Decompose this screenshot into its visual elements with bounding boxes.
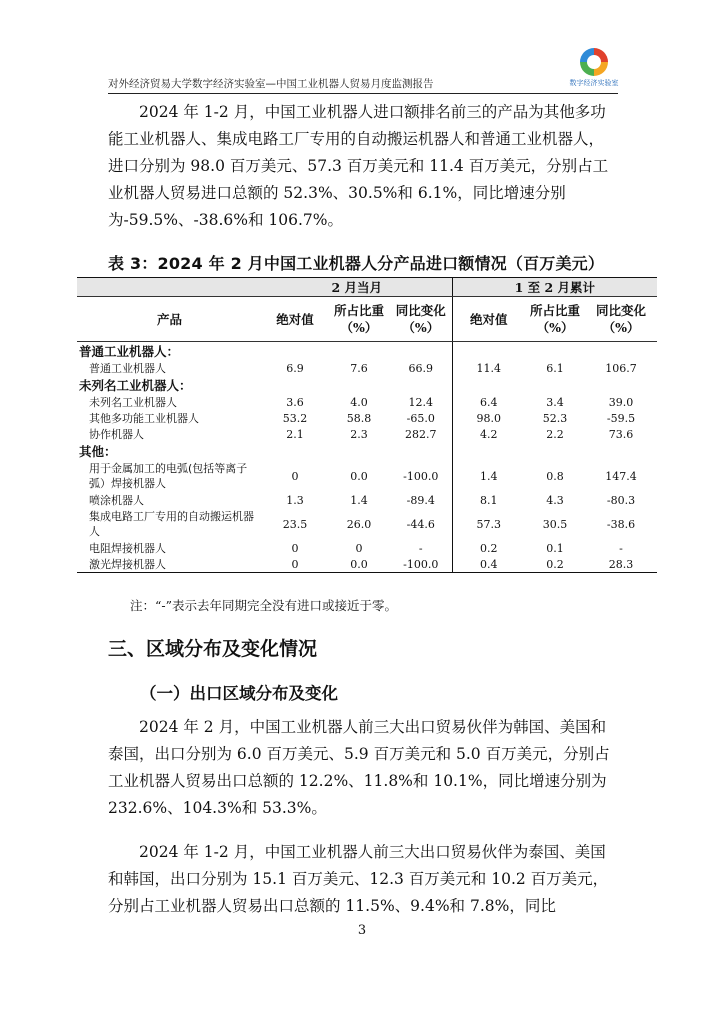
product-name: 电阻焊接机器人 [89,541,166,555]
table-row: 协作机器人 2.1 2.3 282.7 4.2 2.2 73.6 [77,426,657,442]
table-row: 普通工业机器人 6.9 7.6 66.9 11.4 6.1 106.7 [77,360,657,376]
category-row: 其他： [77,442,657,460]
category-row: 普通工业机器人： [77,342,657,361]
header-blank [77,278,262,297]
product-name: 喷涂机器人 [89,493,144,507]
table-note: 注：“-”表示去年同期完全没有进口或接近于零。 [130,598,398,613]
product-name: 未列名工业机器人 [89,395,177,409]
product-name: 集成电路工厂专用的自动搬运机器人 [89,510,254,538]
product-name: 其他多功能工业机器人 [89,411,199,425]
category-row: 未列名工业机器人： [77,376,657,394]
product-name: 协作机器人 [89,427,144,441]
page-header: 对外经济贸易大学数字经济实验室—中国工业机器人贸易月度监测报告 [108,78,434,90]
table-row: 电阻焊接机器人 0 0 - 0.2 0.1 - [77,540,657,556]
group-header-feb: 2 月当月 [262,278,452,297]
logo-text: 数字经济实验室 [569,79,619,87]
table-row: 喷涂机器人 1.3 1.4 -89.4 8.1 4.3 -80.3 [77,492,657,508]
import-by-product-table [77,277,657,573]
col-product: 产品 [77,297,262,342]
table-row: 未列名工业机器人 3.6 4.0 12.4 6.4 3.4 39.0 [77,394,657,410]
product-name: 用于金属加工的电弧(包括等离子弧）焊接机器人 [89,462,248,490]
group-header-jan-feb: 1 至 2 月累计 [452,278,657,297]
table-row: 用于金属加工的电弧(包括等离子弧）焊接机器人 0 0.0 -100.0 1.4 0.8 147.4 [77,460,657,492]
col-yoy-cum: 同比变化 （%） [585,297,657,342]
header-rule [108,93,618,94]
col-share-cum: 所占比重 （%） [525,297,585,342]
lab-logo [566,48,622,90]
table-row: 其他多功能工业机器人 53.2 58.8 -65.0 98.0 52.3 -59.5 [77,410,657,426]
page-number: 3 [357,923,367,938]
import-summary-paragraph: 2024 年 1-2 月，中国工业机器人进口额排名前三的产品为其他多功能工业机器人、集成电路工厂专用的自动搬运机器人和普通工业机器人，进口分别为 98.0 百万美元、57.3 百万美元和 11.4 百万美元，分别占工业机器人贸易进口总额的 52.3%、30.5%和 6.1%，同比增速分别为-59.5%、-38.6%和 106.7%。 [108,103,609,229]
col-abs-feb: 绝对值 [262,297,328,342]
table-row: 激光焊接机器人 0 0.0 -100.0 0.4 0.2 28.3 [77,556,657,573]
col-abs-cum: 绝对值 [452,297,525,342]
globe-logo-icon [580,48,608,76]
export-feb-paragraph: 2024 年 2 月，中国工业机器人前三大出口贸易伙伴为韩国、美国和泰国，出口分别为 6.0 百万美元、5.9 百万美元和 5.0 百万美元，分别占工业机器人贸易出口总额的 12.2%、11.8%和 10.1%，同比增速分别为 232.6%、104.3%和 53.3%。 [108,718,610,817]
product-name: 激光焊接机器人 [77,556,262,573]
subsection-heading: （一）出口区域分布及变化 [140,684,338,703]
export-jan-feb-paragraph: 2024 年 1-2 月，中国工业机器人前三大出口贸易伙伴为泰国、美国和韩国，出口分别为 15.1 百万美元、12.3 百万美元和 10.2 百万美元，分别占工业机器人贸易出口总额的 11.5%、9.4%和 7.8%，同比 [108,843,609,915]
col-share-feb: 所占比重 （%） [328,297,390,342]
product-name: 普通工业机器人 [89,361,166,375]
col-yoy-feb: 同比变化 （%） [390,297,452,342]
table-row: 集成电路工厂专用的自动搬运机器人 23.5 26.0 -44.6 57.3 30.5 -38.6 [77,508,657,540]
table-caption: 表 3：2024 年 2 月中国工业机器人分产品进口额情况（百万美元） [108,254,605,273]
section-heading: 三、区域分布及变化情况 [108,638,318,660]
